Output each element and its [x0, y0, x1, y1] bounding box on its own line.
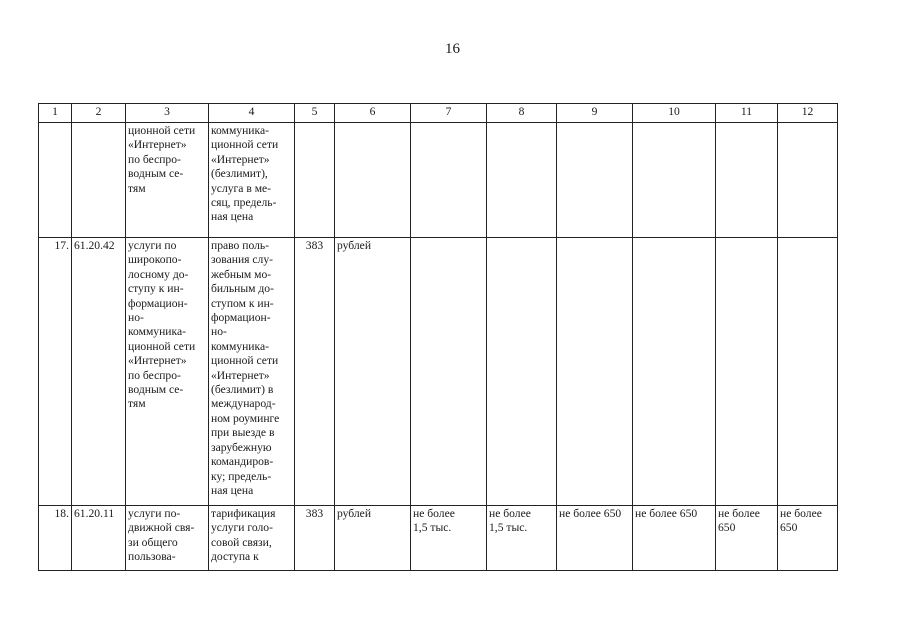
unit-code-cell: 383 — [295, 506, 335, 571]
table-row — [39, 238, 838, 506]
table-row — [39, 506, 838, 571]
code-cell: 61.20.11 — [72, 506, 126, 571]
unit-name-cell: рублей — [335, 238, 411, 506]
value-cell — [778, 238, 838, 506]
code-cell — [72, 123, 126, 238]
characteristic-cell: коммуника- ционной сети «Интернет» (безлимит), услуга в ме- сяц, предель- ная цена — [209, 123, 295, 238]
row-number-cell: 17. — [39, 238, 72, 506]
row-number-cell — [39, 123, 72, 238]
table-row — [39, 123, 838, 238]
header-cell: 9 — [557, 104, 633, 123]
value-cell — [557, 238, 633, 506]
header-cell: 6 — [335, 104, 411, 123]
data-table — [38, 103, 838, 571]
value-cell: не более 1,5 тыс. — [411, 506, 487, 571]
header-cell: 5 — [295, 104, 335, 123]
code-cell: 61.20.42 — [72, 238, 126, 506]
unit-code-cell — [295, 123, 335, 238]
value-cell — [411, 123, 487, 238]
value-cell — [487, 238, 557, 506]
header-cell: 10 — [633, 104, 716, 123]
header-cell: 7 — [411, 104, 487, 123]
row-number-cell: 18. — [39, 506, 72, 571]
unit-code-cell: 383 — [295, 238, 335, 506]
unit-name-cell — [335, 123, 411, 238]
header-cell: 3 — [126, 104, 209, 123]
header-cell: 8 — [487, 104, 557, 123]
header-cell: 11 — [716, 104, 778, 123]
header-cell: 1 — [39, 104, 72, 123]
value-cell: не более 650 — [557, 506, 633, 571]
header-row — [39, 104, 838, 123]
service-name-cell: ционной сети «Интернет» по беспро- водным се- тям — [126, 123, 209, 238]
value-cell — [716, 238, 778, 506]
value-cell — [778, 123, 838, 238]
header-cell: 12 — [778, 104, 838, 123]
unit-name-cell: рублей — [335, 506, 411, 571]
service-name-cell: услуги по широкопо- лосному до- ступу к ин- формацион- но- коммуника- ционной сети «Интернет» по беспро- водным се- тям — [126, 238, 209, 506]
value-cell — [411, 238, 487, 506]
value-cell: не более 650 — [716, 506, 778, 571]
characteristic-cell: тарификация услуги голо- совой связи, доступа к — [209, 506, 295, 571]
characteristic-cell: право поль- зования слу- жебным мо- бильным до- ступом к ин- формацион- но- коммуника- ционной сети «Интернет» (безлимит) в международ- ном роуминге при выезде в зарубежную командиров- ку; предель- ная цена — [209, 238, 295, 506]
value-cell — [716, 123, 778, 238]
value-cell — [487, 123, 557, 238]
page-number: 16 — [445, 41, 460, 57]
value-cell — [633, 238, 716, 506]
header-cell: 4 — [209, 104, 295, 123]
service-name-cell: услуги по- движной свя- зи общего пользова- — [126, 506, 209, 571]
value-cell: не более 650 — [778, 506, 838, 571]
header-cell: 2 — [72, 104, 126, 123]
value-cell: не более 1,5 тыс. — [487, 506, 557, 571]
value-cell: не более 650 — [633, 506, 716, 571]
value-cell — [557, 123, 633, 238]
value-cell — [633, 123, 716, 238]
